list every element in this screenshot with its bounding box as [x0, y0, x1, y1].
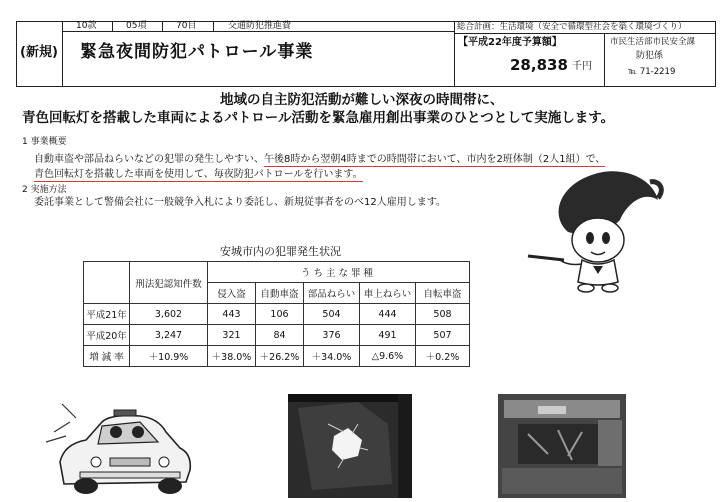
section-2-heading: 2 実施方法	[22, 185, 67, 195]
dept-name: 市民生活部市民安全課	[610, 37, 696, 47]
section-1-heading: 1 事業概要	[22, 137, 67, 147]
cell-value: 491	[360, 325, 416, 346]
cell-value: 507	[416, 325, 470, 346]
row-label: 平成21年	[84, 304, 130, 325]
broken-window-photo	[288, 394, 412, 498]
row-label: 平成20年	[84, 325, 130, 346]
budget-category: 交通防犯推進費	[228, 21, 292, 31]
col-header-category: 自転車盗	[416, 283, 470, 304]
budget-label: 【平成22年度予算額】	[458, 37, 562, 48]
budget-unit: 千円	[572, 61, 592, 72]
plan-line: 総合計画：生活環境（安全で循環型社会を築く環境づくり）	[457, 22, 687, 32]
header-code-row-divider	[62, 31, 454, 32]
table-row	[84, 325, 470, 346]
broken-window-icon	[288, 394, 412, 498]
cell-total: 3,602	[130, 304, 208, 325]
header-plan-divider	[454, 21, 455, 87]
col-header-category: 自動車盗	[256, 283, 304, 304]
acorn-mascot-icon	[508, 160, 678, 300]
header-plan-row-divider	[454, 33, 716, 34]
cell-value: ＋26.2%	[256, 346, 304, 367]
table-row	[84, 304, 470, 325]
section-1-line-2	[34, 165, 363, 180]
header-dept-divider	[604, 33, 605, 87]
car-interior-photo	[498, 394, 626, 498]
car-interior-icon	[498, 394, 626, 498]
col-header-category: 部品ねらい	[304, 283, 360, 304]
cell-value: ＋0.2%	[416, 346, 470, 367]
section-1-text-a: 自動車盗や部品ねらいなどの犯罪の発生しやすい、	[34, 154, 264, 165]
header-divider	[112, 21, 113, 31]
header-badge-divider	[62, 21, 63, 87]
patrol-car-icon	[40, 392, 200, 498]
page-title: 緊急夜間防犯パトロール事業	[80, 42, 314, 62]
header-divider	[162, 21, 163, 31]
cell-value: △9.6%	[360, 346, 416, 367]
cell-value: ＋38.0%	[208, 346, 256, 367]
summary-line-1: 地域の自主防犯活動が難しい深夜の時間帯に、	[220, 92, 504, 108]
cell-value: 443	[208, 304, 256, 325]
cell-total: ＋10.9%	[130, 346, 208, 367]
table-row	[84, 346, 470, 367]
table-corner	[84, 262, 130, 304]
col-header-category: 侵入盗	[208, 283, 256, 304]
col-header-total: 刑法犯認知件数	[130, 262, 208, 304]
cell-total: 3,247	[130, 325, 208, 346]
table-caption: 安城市内の犯罪発生状況	[220, 245, 341, 258]
code-moku: 70目	[176, 21, 197, 31]
cell-value: 508	[416, 304, 470, 325]
budget-value: 28,838	[510, 56, 568, 74]
cell-value: 444	[360, 304, 416, 325]
dept-tel: ℡ 71-2219	[628, 67, 676, 77]
crime-table	[83, 261, 470, 367]
cell-value: 106	[256, 304, 304, 325]
section-2-text: 委託事業として警備会社に一般競争入札により委託し、新規従事者をのべ12人雇用します。	[34, 197, 446, 208]
group-header: うち主な罪種	[208, 262, 470, 283]
code-ko: 05項	[126, 21, 147, 31]
cell-value: 504	[304, 304, 360, 325]
cell-value: 321	[208, 325, 256, 346]
cell-value: 84	[256, 325, 304, 346]
summary-line-2: 青色回転灯を搭載した車両によるパトロール活動を緊急雇用創出事業のひとつとして実施します。	[22, 110, 615, 126]
cell-value: ＋34.0%	[304, 346, 360, 367]
cell-value: 376	[304, 325, 360, 346]
section-1-text-b: 午後8時から翌朝4時までの時間帯において、市内を2班体制（2人1組）で、	[264, 154, 606, 165]
code-kan: 10款	[76, 21, 97, 31]
dept-section: 防犯係	[636, 51, 664, 61]
new-badge: (新規)	[20, 45, 58, 60]
header-divider	[213, 21, 214, 31]
section-1-text-c: 青色回転灯を搭載した車両を使用して、毎夜防犯パトロールを行います。	[34, 169, 363, 180]
row-label: 増 減 率	[84, 346, 130, 367]
col-header-category: 車上ねらい	[360, 283, 416, 304]
